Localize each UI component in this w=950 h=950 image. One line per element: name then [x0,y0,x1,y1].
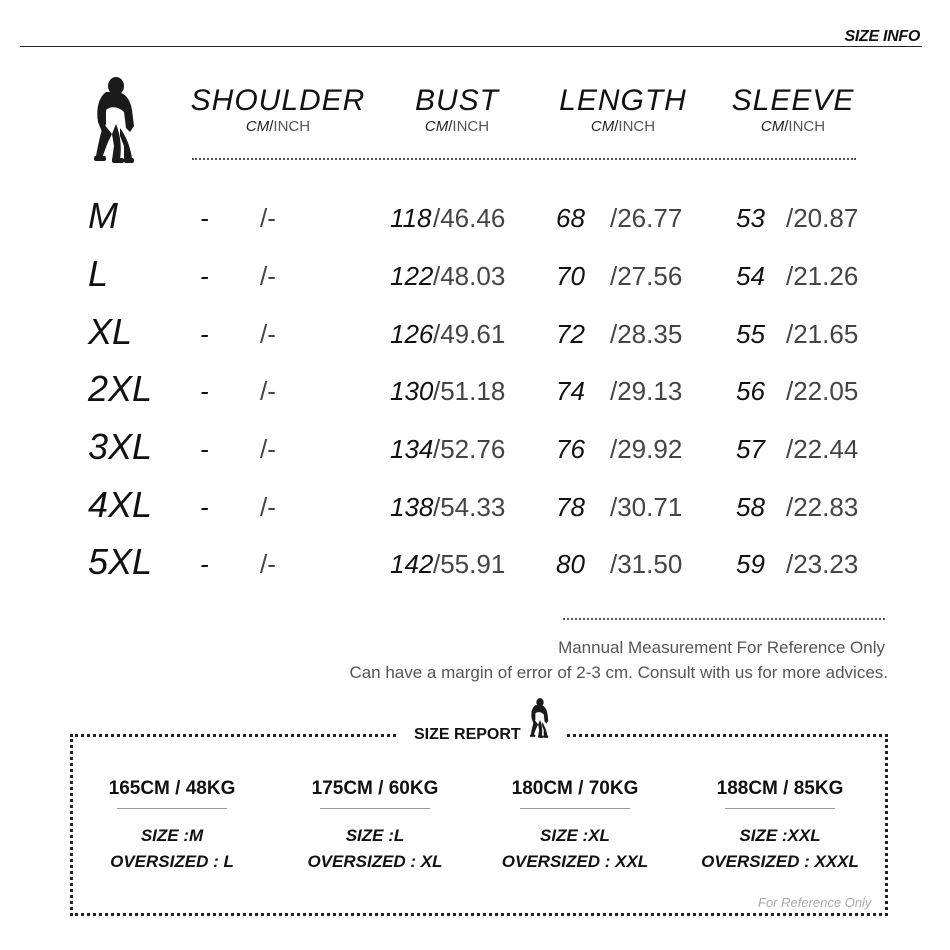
col-shoulder-unit: CM/INCH [245,118,311,135]
sleeve-inch: /20.87 [786,203,859,233]
reference-footnote: For Reference Only [758,895,872,910]
bust-cm: 122 [390,261,434,291]
ape-silhouette-icon [528,694,552,742]
bust-cm: 130 [390,376,434,406]
length-inch: /31.50 [610,549,683,579]
col-sleeve [703,84,883,135]
col-length [533,84,713,135]
bust-inch: /46.46 [433,203,506,233]
length-cm: 78 [556,492,585,522]
sleeve-inch: /21.65 [786,319,859,349]
size-report-entry [690,778,870,875]
entry-divider [725,808,835,809]
bust-inch: /55.91 [433,549,506,579]
oversized-size: OVERSIZED : XL [307,852,443,871]
col-bust-name: BUST [414,84,499,117]
length-inch: /29.13 [610,376,683,406]
length-cm: 68 [556,203,585,233]
size-label: 5XL [88,541,153,582]
size-label: XL [88,311,133,352]
sleeve-cm: 54 [736,261,765,291]
shoulder-inch: /- [260,549,276,579]
notes-dotted-divider [563,618,885,620]
header-dotted-divider [192,158,856,160]
shoulder-inch: /- [260,203,276,233]
measurement-note: Mannual Measurement For Reference Only [558,638,885,657]
length-cm: 80 [556,549,585,579]
sleeve-inch: /22.83 [786,492,859,522]
bust-inch: /49.61 [433,319,506,349]
sleeve-cm: 59 [736,549,765,579]
length-inch: /26.77 [610,203,683,233]
length-cm: 76 [556,434,585,464]
length-inch: /27.56 [610,261,683,291]
recommended-size: SIZE :XL [540,826,610,845]
recommended-size: SIZE :L [345,826,405,845]
length-inch: /28.35 [610,319,683,349]
shoulder-inch: /- [260,261,276,291]
size-label: L [88,253,109,294]
col-length-name: LENGTH [559,84,687,117]
shoulder-inch: /- [260,492,276,522]
sleeve-cm: 57 [736,434,765,464]
shoulder-cm: - [200,203,209,233]
sleeve-cm: 56 [736,376,765,406]
size-label: M [88,195,118,236]
size-info-title: SIZE INFO [844,28,920,45]
bust-cm: 142 [390,549,434,579]
length-cm: 72 [556,319,585,349]
col-shoulder [188,84,368,135]
shoulder-cm: - [200,492,209,522]
sleeve-inch: /21.26 [786,261,859,291]
bust-inch: /48.03 [433,261,506,291]
size-label: 3XL [88,426,153,467]
shoulder-cm: - [200,261,209,291]
bust-cm: 126 [390,319,434,349]
shoulder-inch: /- [260,319,276,349]
size-label: 2XL [88,368,153,409]
recommended-size: SIZE :XXL [739,826,821,845]
bust-inch: /51.18 [433,376,506,406]
sleeve-inch: /23.23 [786,549,859,579]
height-weight: 165CM / 48KG [108,778,236,799]
length-cm: 70 [556,261,585,291]
oversized-size: OVERSIZED : XXXL [701,852,859,871]
size-label: 4XL [88,484,153,525]
size-report-entry [82,778,262,875]
header-divider [20,46,922,47]
entry-divider [520,808,630,809]
recommended-size: SIZE :M [140,826,204,845]
oversized-size: OVERSIZED : L [110,852,234,871]
col-sleeve-unit: CM/INCH [760,118,826,135]
sleeve-cm: 53 [736,203,765,233]
length-cm: 74 [556,376,585,406]
height-weight: 188CM / 85KG [716,778,844,799]
margin-note: Can have a margin of error of 2-3 cm. Consult with us for more advices. [349,663,888,682]
col-sleeve-name: SLEEVE [731,84,855,117]
height-weight: 180CM / 70KG [511,778,639,799]
col-bust-unit: CM/INCH [424,118,490,135]
entry-divider [320,808,430,809]
length-inch: /30.71 [610,492,683,522]
sleeve-cm: 55 [736,319,765,349]
shoulder-cm: - [200,434,209,464]
shoulder-inch: /- [260,376,276,406]
col-shoulder-name: SHOULDER [190,84,366,117]
sleeve-cm: 58 [736,492,765,522]
height-weight: 175CM / 60KG [311,778,439,799]
sleeve-inch: /22.44 [786,434,859,464]
oversized-size: OVERSIZED : XXL [501,852,649,871]
bust-cm: 138 [390,492,434,522]
bust-inch: /52.76 [433,434,506,464]
shoulder-cm: - [200,549,209,579]
shoulder-inch: /- [260,434,276,464]
sleeve-inch: /22.05 [786,376,859,406]
size-report-entry [285,778,465,875]
size-report-title: SIZE REPORT [414,726,521,743]
entry-divider [117,808,227,809]
shoulder-cm: - [200,376,209,406]
ape-silhouette-icon [90,76,142,164]
col-length-unit: CM/INCH [590,118,656,135]
bust-inch: /54.33 [433,492,506,522]
size-report-entry [485,778,665,875]
col-bust [367,84,547,135]
length-inch: /29.92 [610,434,683,464]
bust-cm: 134 [390,434,434,464]
shoulder-cm: - [200,319,209,349]
bust-cm: 118 [390,203,432,233]
